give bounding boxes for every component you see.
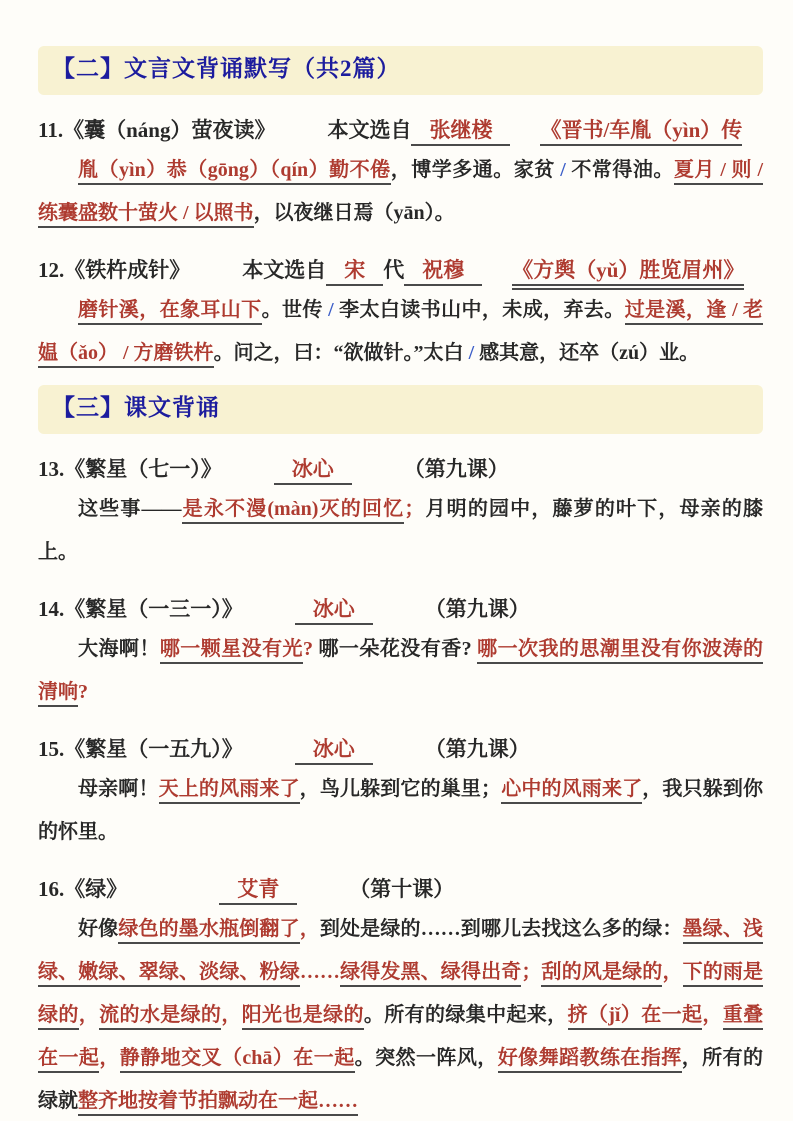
text-segment: 心中的风雨来了 — [501, 778, 642, 804]
item-13-heading — [38, 454, 763, 484]
text-segment: ， — [702, 1004, 723, 1026]
text-segment: 下的雨是绿的 — [38, 961, 763, 1030]
text-segment: 不常得油。 — [565, 159, 674, 181]
item-12-passage — [38, 289, 763, 375]
text-segment: （第九课） — [424, 737, 530, 761]
spacer — [190, 276, 242, 277]
text-segment: 16.《绿》 — [38, 877, 128, 901]
text-segment: 是永不漫(màn)灭的回忆 — [182, 498, 405, 524]
text-segment: 哪一朵花没有香? — [313, 638, 478, 660]
text-segment: 墨绿、浅绿、嫩绿、翠绿、淡绿、粉绿 — [38, 918, 763, 987]
spacer — [373, 755, 425, 756]
item-12-heading — [38, 255, 763, 285]
section-2-badge — [38, 46, 763, 95]
text-segment: 哪一颗星没有光 — [160, 638, 303, 664]
text-segment: 月明的园中，藤萝的叶下，母亲的膝上。 — [38, 498, 764, 563]
text-segment: 。问之，曰：“欲做针。”太白 — [213, 342, 469, 364]
answer-blank: 艾青 — [219, 877, 297, 905]
spacer — [352, 475, 404, 476]
text-segment: ， — [78, 1004, 100, 1026]
text-segment: 12.《铁杵成针》 — [38, 258, 191, 282]
spacer — [222, 475, 274, 476]
answer-blank: 冰心 — [295, 737, 373, 765]
text-segment: ， — [662, 961, 683, 983]
text-segment: ； — [404, 498, 425, 520]
item-11-passage — [38, 149, 763, 235]
text-segment: 14.《繁星（一三一）》 — [38, 597, 243, 621]
text-segment: ， — [299, 918, 320, 940]
item-14-heading — [38, 594, 763, 624]
text-segment: 。突然一阵风， — [354, 1047, 498, 1069]
text-segment: 阳光也是绿的 — [242, 1004, 364, 1030]
spacer — [243, 755, 295, 756]
item-11-heading — [38, 115, 763, 145]
spacer — [510, 136, 540, 137]
answer-blank: 祝穆 — [404, 258, 482, 286]
pause-slash: / — [560, 159, 566, 181]
answer-blank: 宋 — [326, 258, 383, 286]
text-segment: 胤（yìn）恭（gōng）（qín）勤不倦 — [78, 159, 391, 185]
text-segment: ，所有的绿就 — [38, 1047, 764, 1112]
text-segment: 流的水是绿的 — [99, 1004, 221, 1030]
text-segment: 感其意，还卒（zú）业。 — [474, 342, 700, 364]
text-segment: 代 — [383, 258, 405, 282]
text-segment: 。世传 — [261, 299, 329, 321]
text-segment: ，我只躲到你的怀里。 — [38, 778, 764, 843]
text-segment: 重叠在一起 — [38, 1004, 763, 1073]
text-segment: 李太白读书山中，未成，弃去。 — [333, 299, 625, 321]
text-segment: ? — [78, 681, 88, 703]
text-segment: …… — [299, 961, 340, 983]
text-segment: （第九课） — [424, 597, 530, 621]
text-segment: 母亲啊！ — [78, 778, 159, 800]
text-segment: ，鸟儿躲到它的巢里； — [299, 778, 502, 800]
answer-blank: 冰心 — [295, 597, 373, 625]
text-segment: 静静地交叉（chā）在一起 — [120, 1047, 355, 1073]
text-segment: 本文选自 — [327, 118, 412, 142]
section-badge-label: 【二】文言文背诵默写（共2篇） — [52, 56, 401, 81]
pause-slash: / — [468, 342, 475, 364]
text-segment: ； — [521, 961, 542, 983]
item-14-passage — [38, 628, 763, 714]
text-segment: ，博学多通。家贫 — [390, 159, 561, 181]
text-segment: （第十课） — [349, 877, 455, 901]
section-badge-label: 【三】课文背诵 — [52, 395, 220, 420]
text-segment: 好像舞蹈教练在指挥 — [498, 1047, 682, 1073]
spacer — [297, 895, 349, 896]
answer-blank: 冰心 — [274, 457, 352, 485]
text-segment: 挤（jǐ）在一起 — [568, 1004, 703, 1030]
text-segment: 天上的风雨来了 — [159, 778, 300, 804]
text-segment: 。所有的绿集中起来， — [363, 1004, 568, 1026]
text-segment: 绿色的墨水瓶倒翻了 — [118, 918, 299, 944]
text-segment: 过是溪，逢 / 老媪（ǎo） / 方磨铁杵 — [38, 299, 763, 368]
pause-slash: / — [328, 299, 334, 321]
spacer — [482, 276, 512, 277]
text-segment: 《晋书/车胤（yìn）传 — [540, 118, 742, 146]
answer-blank: 张继楼 — [411, 118, 510, 146]
item-13-passage — [38, 488, 763, 574]
text-segment: （第九课） — [403, 457, 509, 481]
text-segment: 绿得发黑、绿得出奇 — [340, 961, 521, 987]
text-segment: 15.《繁星（一五九）》 — [38, 737, 243, 761]
text-segment: 磨针溪，在象耳山下 — [78, 299, 262, 325]
text-segment: 好像 — [78, 918, 119, 940]
spacer — [127, 895, 219, 896]
item-16-heading — [38, 874, 763, 904]
text-segment: 13.《繁星（七一）》 — [38, 457, 222, 481]
spacer — [243, 615, 295, 616]
text-segment: ，以夜继日焉（yān）。 — [253, 202, 455, 224]
text-segment: 大海啊！ — [78, 638, 160, 660]
item-15-heading — [38, 734, 763, 764]
text-segment: ， — [99, 1047, 120, 1069]
text-segment: 本文选自 — [242, 258, 327, 282]
text-segment: 刮的风是绿的 — [541, 961, 662, 987]
text-segment: 整齐地按着节拍飘动在一起…… — [78, 1090, 358, 1116]
item-15-passage — [38, 768, 763, 854]
text-segment: 夏月 / 则 /练囊盛数十萤火 / 以照书 — [38, 159, 763, 228]
text-segment: 这些事—— — [78, 498, 182, 520]
spacer — [275, 136, 327, 137]
text-segment: 11.《囊（náng）萤夜读》 — [38, 118, 276, 142]
document-body — [38, 46, 763, 1121]
section-3-badge — [38, 385, 763, 434]
spacer — [373, 615, 425, 616]
text-segment: 《方舆（yǔ）胜览眉州》 — [512, 258, 744, 290]
text-segment: 哪一次我的思潮里没有你波涛的清响 — [38, 638, 763, 707]
text-segment: ， — [221, 1004, 242, 1026]
item-16-passage — [38, 908, 763, 1121]
text-segment: 到处是绿的……到哪儿去找这么多的绿： — [319, 918, 683, 940]
text-segment: ? — [303, 638, 314, 660]
